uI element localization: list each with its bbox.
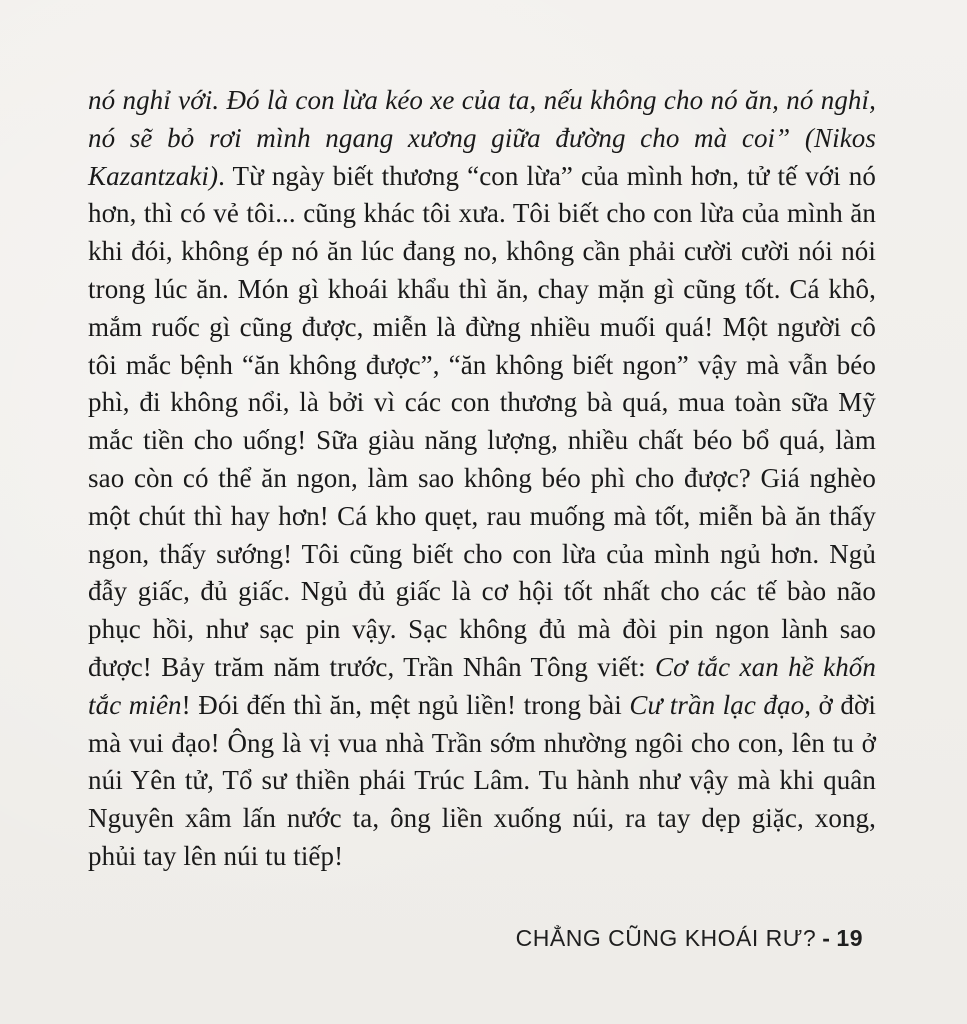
body-text-segment: . Từ ngày biết thương “con lừa” của mình hơn, tử tế với nó hơn, thì có vẻ tôi... cũng khác tôi xưa. Tôi biết cho con lừa của mình ăn khi đói, không ép nó ăn lúc đang no, không cần phải cười cười nói nói trong lúc ăn. Món gì khoái khẩu thì ăn, chay mặn gì cũng tốt. Cá khô, mắm ruốc gì cũng được, miễn là đừng nhiều muối quá! Một người cô tôi mắc bệnh “ăn không được”, “ăn không biết ngon” vậy mà vẫn béo phì, đi không nổi, là bởi vì các con thương bà quá, mua toàn sữa Mỹ mắc tiền cho uống! Sữa giàu năng lượng, nhiều chất béo bổ quá, làm sao còn có thể ăn ngon, làm sao không béo phì cho được? Giá nghèo một chút thì hay hơn! Cá kho quẹt, rau muống mà tốt, miễn bà ăn thấy ngon, thấy sướng! Tôi cũng biết cho con lừa của mình ngủ hơn. Ngủ đẫy giấc, đủ giấc. Ngủ đủ giấc là cơ hội tốt nhất cho các tế bào não phục hồi, như sạc pin vậy. Sạc không đủ mà đòi pin ngon lành sao được! Bảy trăm năm trước, Trần Nhân Tông viết: <box>88 160 876 682</box>
page-footer <box>516 925 863 952</box>
running-title: CHẲNG CŨNG KHOÁI RƯ? <box>515 925 817 951</box>
italic-poem-line: Cơ tắc xan hề khốn tắc miên <box>88 651 877 720</box>
page-number: 19 <box>836 925 863 951</box>
footer-separator: - <box>822 925 831 951</box>
italic-poem-title: Cư trần lạc đạo <box>629 689 805 720</box>
italic-quote: nó nghỉ với. Đó là con lừa kéo xe của ta, nếu không cho nó ăn, nó nghỉ, nó sẽ bỏ rơi mình ngang xương giữa đường cho mà coi” (Nikos Kazantzaki) <box>88 85 876 191</box>
body-paragraph <box>88 82 876 876</box>
body-text-segment: , ở đời mà vui đạo! Ông là vị vua nhà Trần sớm nhường ngôi cho con, lên tu ở núi Yên tử, Tổ sư thiền phái Trúc Lâm. Tu hành như vậy mà khi quân Nguyên xâm lấn nước ta, ông liền xuống núi, ra tay dẹp giặc, xong, phủi tay lên núi tu tiếp! <box>88 689 876 871</box>
body-text-segment: ! Đói đến thì ăn, mệt ngủ liền! trong bài <box>181 689 630 720</box>
